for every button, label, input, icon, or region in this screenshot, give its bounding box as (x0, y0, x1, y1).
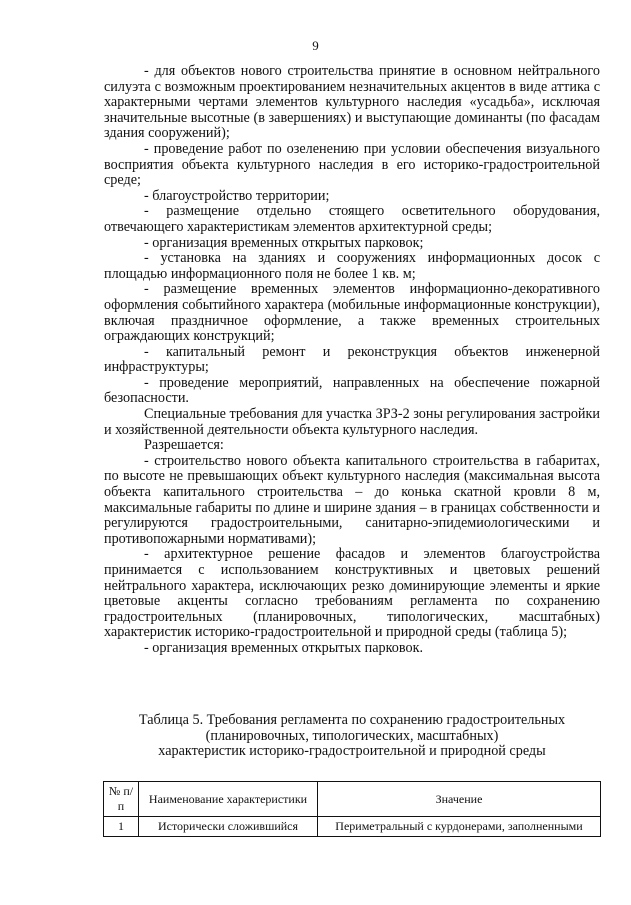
table-cell: Исторически сложившийся (139, 817, 318, 837)
table-cell: 1 (104, 817, 139, 837)
paragraph: - капитальный ремонт и реконструкция объектов инженерной инфраструктуры; (104, 343, 600, 376)
paragraph: - размещение временных элементов информационно-декоративного оформления событийного характера (мобильные информационные конструкции), включая праздничное оформление, а также временных строительных ограждающих конструкций; (104, 281, 600, 345)
permitted-label: Разрешается: (144, 437, 224, 454)
regulation-table (103, 781, 601, 837)
paragraph: - благоустройство территории; (144, 187, 330, 204)
column-header-value: Значение (318, 782, 601, 817)
paragraph: - размещение отдельно стоящего осветительного оборудования, отвечающего характеристикам элементов архитектурной среды; (104, 203, 600, 235)
table-cell: Периметральный с курдонерами, заполненными (318, 817, 601, 837)
page-number: 9 (312, 38, 319, 53)
table-caption (104, 713, 600, 760)
paragraph: - организация временных открытых парковок; (144, 234, 424, 251)
table-caption-line: Таблица 5. Требования регламента по сохранению градостроительных (138, 712, 566, 728)
paragraph: - установка на зданиях и сооружениях информационных досок с площадью информационного поля не более 1 кв. м; (104, 250, 600, 282)
paragraph: - проведение мероприятий, направленных на обеспечение пожарной безопасности. (104, 374, 600, 407)
paragraph: - проведение работ по озеленению при условии обеспечения визуального восприятия объекта культурного наследия в его историко-градостроительной среде; (104, 140, 600, 189)
paragraph: - для объектов нового строительства принятие в основном нейтрального силуэта с возможным проектированием незначительных акцентов в виде аттика с характерными чертами элементов культурного наследия «усадьба», исключая значительные высотные (в завершениях) и выступающие доминанты (по фасадам здания сооружений); (104, 63, 600, 142)
document-body (104, 64, 600, 657)
table-caption-line: характеристик историко-градостроительной и природной среды (158, 743, 546, 760)
column-header-characteristic: Наименование характеристики (139, 782, 318, 817)
section-heading-paragraph: Специальные требования для участка ЗРЗ-2 зоны регулирования застройки и хозяйственной деятельности объекта культурного наследия. (104, 406, 600, 438)
table-header-row (104, 782, 601, 817)
paragraph: - организация временных открытых парковок. (144, 639, 424, 656)
table-caption-line: (планировочных, типологических, масштабных) (205, 727, 499, 744)
paragraph: - архитектурное решение фасадов и элементов благоустройства принимается с использованием конструктивных и цветовых решений нейтрального характера, исключающих резко доминирующие элементы и яркие цветовые акценты согласно требованиям регламента по сохранению градостроительных (планировочных, типологических, масштабных) характеристик историко-градостроительной и природной среды (таблица 5); (104, 546, 600, 641)
paragraph: - строительство нового объекта капитального строительства в габаритах, по высоте не превышающих объект культурного наследия (максимальная высота объекта капитального строительства – до конька скатной кровли 8 м, максимальные габариты по длине и ширине здания – в границах собственности и регулируются градостроительными, санитарно-эпидемиологическими и противопожарными нормативами); (104, 452, 600, 547)
table-row (104, 817, 601, 837)
column-header-number: № п/п (104, 782, 139, 817)
